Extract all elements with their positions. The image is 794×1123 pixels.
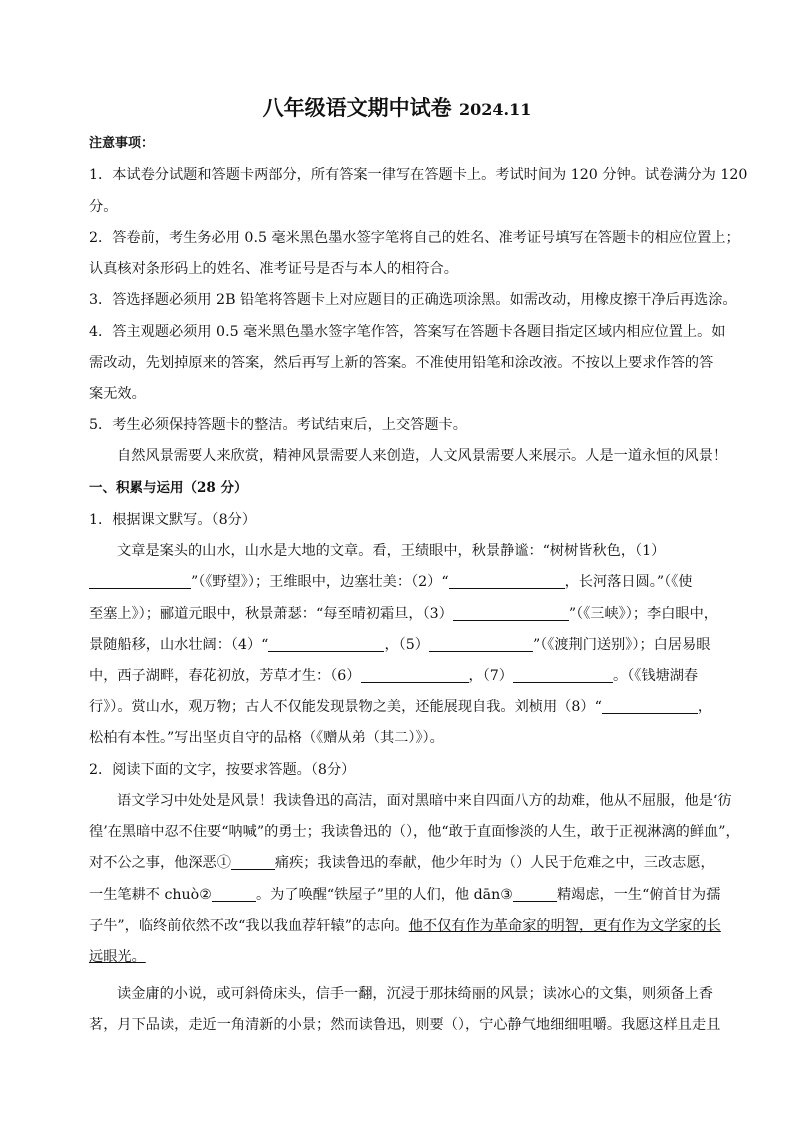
answer-blank[interactable]: [89, 573, 191, 589]
notice-line: 3．答选择题必须用 2B 铅笔将答题卡上对应题目的正确选项涂黑。如需改动，用橡皮擦干净后再选涂。: [89, 292, 737, 308]
question-1-heading: 1．根据课文默写。（8分）: [89, 512, 257, 528]
underlined-sentence-end: 远眼光。: [89, 949, 146, 965]
question-1-line: 中，西子湖畔，春花初放，芳草才生：（6） ，（7） 。（《钱塘湖春: [89, 668, 699, 684]
answer-blank[interactable]: [212, 886, 256, 902]
notice-line: 认真核对条形码上的姓名、准考证号是否与本人的相符合。: [89, 261, 458, 277]
passage-line: 语文学习中处处是风景！我读鲁迅的高洁，面对黑暗中来自四面八方的劫难，他从不屈服，他是‘彷: [117, 793, 732, 809]
answer-blank[interactable]: [449, 573, 565, 589]
answer-blank[interactable]: [429, 636, 533, 652]
answer-blank[interactable]: [602, 698, 698, 714]
notice-line: 2．答卷前，考生务必用 0.5 毫米黑色墨水签字笔将自己的姓名、准考证号填写在答题卡的相应位置上；: [89, 230, 740, 246]
answer-blank[interactable]: [513, 886, 557, 902]
answer-blank[interactable]: [361, 667, 469, 683]
notice-line: 分。: [89, 199, 118, 215]
answer-blank[interactable]: [268, 636, 384, 652]
passage-line: 子牛”，临终前依然不改“我以我血荐轩辕”的志向。他不仅有作为革命家的明智，更有作为文学家的长: [89, 918, 721, 934]
question-1-line: 松柏有本性。”写出坚贞自守的品格（《赠从弟（其二）》）。: [89, 730, 444, 746]
question-1-line: 文章是案头的山水，山水是大地的文章。看，王绩眼中，秋景静谧：“树树皆秋色，（1）: [117, 543, 666, 559]
title-date: 2024.11: [458, 100, 532, 119]
passage-line: 徨’在黑暗中忍不住要“呐喊”的勇士；我读鲁迅的（），他“敢于直面惨淡的人生，敢于正视淋漓的鲜血”，: [89, 824, 740, 840]
motto: 自然风景需要人来欣赏，精神风景需要人来创造，人文风景需要人来展示。人是一道永恒的风景！: [117, 448, 728, 464]
answer-blank[interactable]: [453, 605, 569, 621]
answer-blank[interactable]: [231, 854, 275, 870]
question-1-line: 行》）。赏山水，观万物；古人不仅能发现景物之美，还能展现自我。刘桢用（8）“ ，: [89, 699, 713, 715]
notice-line: 需改动，先划掉原来的答案，然后再写上新的答案。不准使用铅笔和涂改液。不按以上要求作答的答: [89, 355, 714, 371]
notice-line: 4．答主观题必须用 0.5 毫米黑色墨水签字笔作答，答案写在答题卡各题目指定区域内相应位置上。如: [89, 324, 726, 340]
passage-line: 茗，月下品读，走近一角清新的小景；然而读鲁迅，则要（），宁心静气地细细咀嚼。我愿这样且走且: [89, 1017, 721, 1033]
passage-line: 对不公之事，他深恶① 痛疾；我读鲁迅的奉献，他少年时为（）人民于危难之中，三改志愿，: [89, 855, 715, 871]
notice-line: 1．本试卷分试题和答题卡两部分，所有答案一律写在答题卡上。考试时间为 120 分钟。试卷满分为 120: [89, 167, 748, 183]
question-1-line: 景随船移，山水壮阔：（4）“ ，（5） ”（《渡荆门送别》）；白居易眼: [89, 637, 711, 653]
title-text: 八年级语文期中试卷: [262, 95, 452, 120]
notice-line: 5．考生必须保持答题卡的整洁。考试结束后，上交答题卡。: [89, 417, 467, 433]
question-2-heading: 2．阅读下面的文字，按要求答题。（8分）: [89, 762, 356, 778]
section-heading: 一、积累与运用（28 分）: [89, 480, 248, 496]
underlined-sentence: 他不仅有作为革命家的明智，更有作为文学家的长: [408, 918, 721, 934]
notice-heading: 注意事项：: [89, 136, 155, 151]
passage-line: 读金庸的小说，或可斜倚床头，信手一翻，沉浸于那抹绮丽的风景；读冰心的文集，则须备上香: [117, 986, 713, 1002]
question-1-line: ”（《野望》）；王维眼中，边塞壮美：（2）“ ，长河落日圆。”（《使: [89, 572, 709, 592]
question-1-line: 至塞上》）；郦道元眼中，秋景萧瑟：“每至晴初霜旦，（3） ”（《三峡》）；李白眼中，: [89, 606, 718, 622]
page-title: [0, 94, 794, 124]
notice-line: 案无效。: [89, 386, 146, 402]
answer-blank[interactable]: [513, 667, 613, 683]
passage-line: 一生笔耕不 chuò② 。为了唤醒“铁屋子”里的人们，他 dān③ 精竭虑，一生“俯首甘为孺: [89, 887, 721, 903]
